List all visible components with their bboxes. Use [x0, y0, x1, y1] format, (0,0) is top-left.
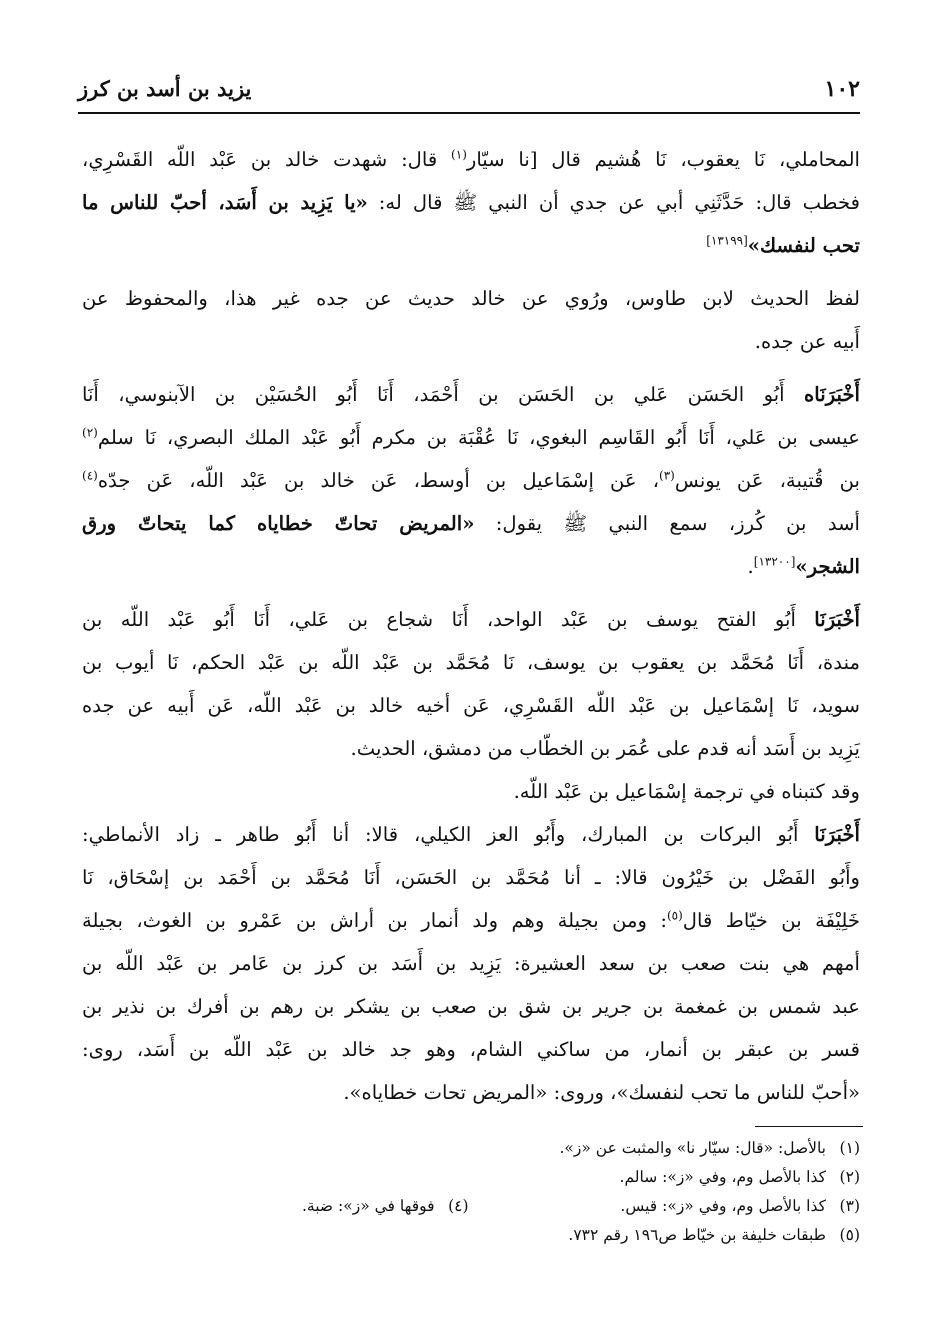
header-divider — [78, 112, 860, 114]
page-number: ١٠٢ — [824, 76, 860, 102]
footnote-text: طبقات خليفة بن خيّاط ص١٩٦ رقم ٧٣٢. — [568, 1226, 826, 1244]
text-line — [82, 1071, 860, 1114]
text-run: أَبُو الفتح يوسف بن عَبْد الواحد، أَنَا شجاع بن عَلي، أَنَا أَبُو عَبْد اللّه بن — [82, 608, 815, 631]
text-run: سويد، نَا إسْمَاعيل بن عَبْد اللّه القَسْرِي، عَن أخيه خالد بن عَبْد اللّه، عَن أَبيه عن جده — [82, 694, 860, 717]
footnote-text: فوقها في «ز»: ضبة. — [302, 1197, 435, 1215]
footnote-text: كذا بالأصل وم، وفي «ز»: سالم. — [619, 1168, 826, 1186]
footnote — [302, 1192, 469, 1221]
bold-text: تحب لنفسك» — [747, 234, 860, 257]
text-run: ، عَن إسْمَاعيل بن أوسط، عَن خالد بن عَبْد اللّه، عَن جدّه — [97, 469, 660, 492]
footnote-ref: [١٣١٩٩] — [706, 233, 748, 248]
text-run: أَبيه عن جده. — [754, 330, 860, 353]
text-line — [82, 942, 860, 985]
text-line — [82, 684, 860, 727]
footnote-ref: [١٣٢٠٠] — [753, 554, 796, 569]
text-run: قسر بن عبقر بن أنمار، من ساكني الشام، وهو جد خالد بن عَبْد اللّه بن أَسَد، روى: — [82, 1038, 860, 1061]
bold-text: «يا يَزِيد بن أَسَد، أحبّ للناس ما — [82, 191, 368, 214]
bold-text: أَخْبَرَنَاه — [804, 383, 860, 406]
text-run: يَزِيد بن أَسَد أنه قدم على عُمَر بن الخطّاب من دمشق، الحديث. — [350, 737, 860, 760]
text-run: فخطب قال: حَدَّثَنِي أبي عن جدي أن النبي ﷺ قال له: — [367, 191, 860, 214]
text-line — [82, 856, 860, 899]
text-run: «أحبّ للناس ما تحب لنفسك»، وروى: «المريض تحات خطاياه». — [343, 1081, 860, 1104]
text-line — [82, 545, 860, 588]
text-run: وقد كتبناه في ترجمة إسْمَاعيل بن عَبْد اللّه. — [513, 780, 860, 803]
footnote-number: (٥) — [839, 1226, 860, 1244]
text-line — [82, 598, 860, 641]
text-run: مندة، أَنَا مُحَمَّد بن يعقوب بن يوسف، نَا مُحَمَّد بن عَبْد اللّه بن عَبْد الحكم، نَا أيوب بن — [82, 651, 860, 674]
text-run: المحاملي، نَا يعقوب، نَا هُشيم قال [نا سيّار — [466, 148, 860, 171]
footnote-ref: (٤) — [82, 468, 98, 483]
footnote — [82, 1221, 860, 1250]
text-line — [82, 138, 860, 181]
footnotes — [82, 1134, 860, 1250]
footnote-text: كذا بالأصل وم، وفي «ز»: قيس. — [620, 1197, 826, 1215]
main-text — [82, 138, 860, 1114]
footnote-ref: (٣) — [659, 468, 675, 483]
text-line — [82, 224, 860, 267]
footnote-ref: (٥) — [666, 908, 683, 923]
text-line — [82, 727, 860, 770]
running-title: يزيد بن أسد بن كرز — [78, 76, 252, 101]
text-line — [82, 320, 860, 363]
text-run: عبد شمس بن غمغمة بن جرير بن شق بن صعب بن يشكر بن رهم بن أفرك بن نذير بن — [82, 995, 860, 1018]
footnote-number: (١) — [839, 1139, 860, 1157]
footnote — [82, 1192, 860, 1221]
text-line — [82, 641, 860, 684]
text-run: وأَبُو الفَضْل بن خَيْرُون قالا: ـ أنا مُحَمَّد بن الحَسَن، أَنَا مُحَمَّد بن أَحْمَد بن إسْحَاق، نَا — [82, 866, 860, 889]
text-run: أسد بن كُرز، سمع النبي ﷺ يقول: — [474, 512, 860, 535]
footnote — [82, 1134, 860, 1163]
text-run: قال: شهدت خالد بن عَبْد اللّه القَسْرِي، — [82, 148, 452, 171]
footnote-ref: (١) — [451, 147, 467, 162]
text-run: أمهم هي بنت صعب بن سعد العشيرة: يَزِيد بن أَسَد بن كرز بن عَامر بن عَبْد اللّه بن — [82, 952, 860, 975]
text-run: أَبُو البركات بن المبارك، وأَبُو العز الكيلي، قالا: أنا أَبُو طاهر ـ زاد الأنماطي: — [82, 823, 815, 846]
footnote-ref: (٢) — [82, 425, 98, 440]
bold-text: «المريض تحاتّ خطاياه كما يتحاتّ ورق — [82, 512, 475, 535]
text-line — [82, 181, 860, 224]
text-line — [82, 502, 860, 545]
text-line — [82, 373, 860, 416]
footnote-number: (٤) — [448, 1197, 469, 1215]
text-run: : ومن بجيلة وهم ولد أنمار بن أراش بن عَمْرو بن الغوث، بجيلة — [82, 909, 667, 932]
footnote-divider — [755, 1126, 863, 1127]
bold-text: أَخْبَرَنَا — [814, 608, 860, 631]
text-run: خَلِيْفَة بن خيّاط قال — [682, 909, 860, 932]
bold-text: الشجر» — [795, 555, 860, 578]
text-line — [82, 770, 860, 813]
text-line — [82, 899, 860, 942]
text-run: عيسى بن عَلي، أَنَا أَبُو القَاسِم البغوي، نَا عُقْبَة بن مكرم أَبُو عَبْد الملك البصري، نَا سلم — [97, 426, 860, 449]
text-run: . — [747, 555, 754, 578]
text-run: أَبُو الحَسَن عَلي بن الحَسَن بن أَحْمَد، أَنَا أَبُو الحُسَيْن بن الآبنوسي، أَنَا — [82, 383, 805, 406]
bold-text: أَخْبَرَنَا — [814, 823, 860, 846]
footnote-number: (٢) — [839, 1168, 860, 1186]
footnote — [82, 1163, 860, 1192]
text-line — [82, 985, 860, 1028]
footnote-text: بالأصل: «قال: سيّار نا» والمثبت عن «ز». — [559, 1139, 826, 1157]
text-line — [82, 277, 860, 320]
text-line — [82, 459, 860, 502]
text-line — [82, 416, 860, 459]
footnote-number: (٣) — [839, 1197, 860, 1215]
text-run: لفظ الحديث لابن طاوس، ورُوي عن خالد حديث عن جده غير هذا، والمحفوظ عن — [82, 287, 860, 310]
text-line — [82, 813, 860, 856]
text-line — [82, 1028, 860, 1071]
page-header — [78, 70, 860, 114]
text-run: بن قُتيبة، عَن يونس — [674, 469, 860, 492]
